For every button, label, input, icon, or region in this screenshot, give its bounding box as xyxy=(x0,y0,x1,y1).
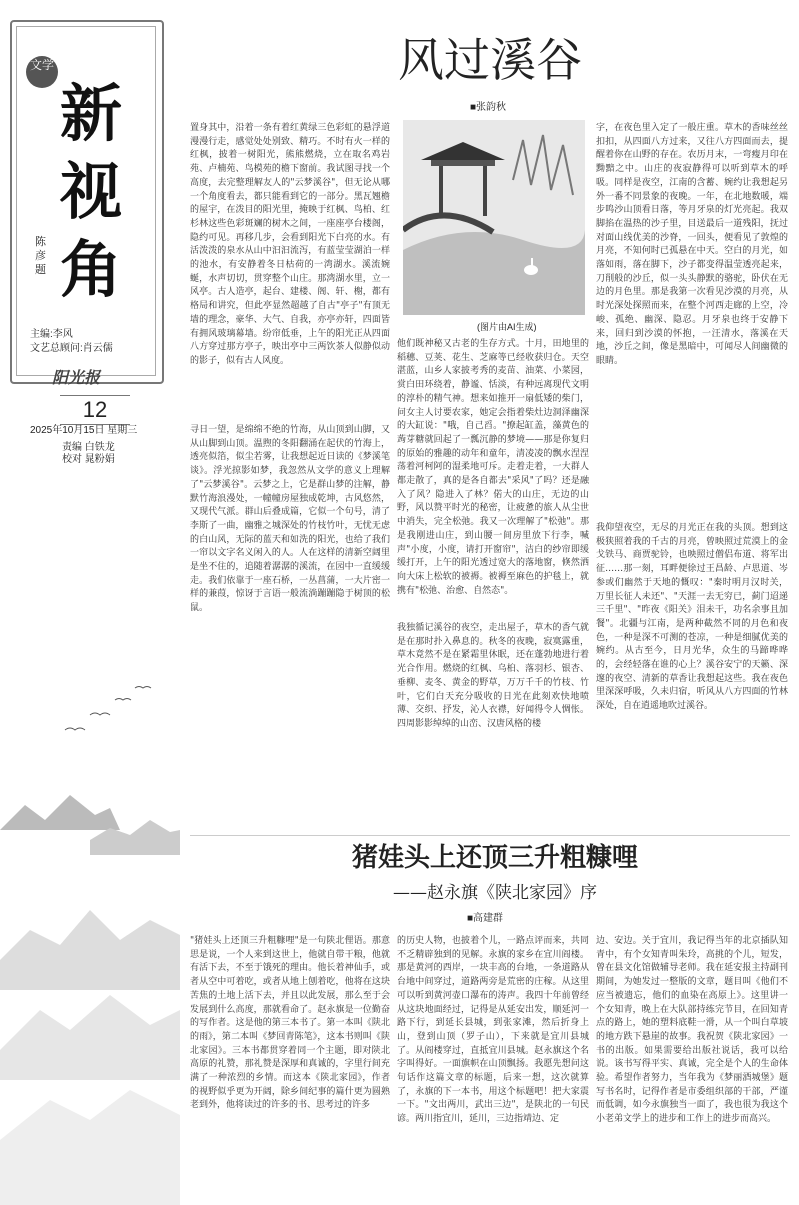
masthead-sidebar xyxy=(0,0,180,1205)
article2-title: 猪娃头上还顶三升粗糠哩 xyxy=(351,843,638,873)
chief-editor: 主编:李风 xyxy=(30,329,73,340)
article1-title: 风过溪谷 xyxy=(398,33,582,87)
section-title: 新视角 xyxy=(60,77,123,306)
paper-name: 阳光报 xyxy=(52,368,101,387)
proofreader: 校对 晁粉娟 xyxy=(62,454,115,465)
article2-column-2: 的历史人物，也披着个儿，一路点评而来，共同不乏精辟独到的见解。永旗的家乡在宜川阎楼。那是黄河的西岸，一块丰高的台地，一条道路从台地中间穿过，道路两旁是荒密的庄稼。从这里可以听到黄河壶口瀑布的涛声。我四十年前曾经从这块地面经过，记得是从延安出发，顺延河一路下行，到延长县城，到张家滩，然后折身上山，登到山顶（罗子山），下来就是宜川县城了。从阎楼穿过，直抵宜川县城。赵永旗这个名字叫得好。一面旗帜在山顶飘扬。我愿先想问这句话作这篇文章的标题，后来一想，这次就算了，永旗的下一本书，用这个标题吧！把大家震一下。"文出两川，武出三边"，是陕北的一句民谚。两川指宜川，延川，三边指靖边、定 xyxy=(397,936,589,1125)
calligrapher: 陈彦题 xyxy=(35,235,46,276)
birds-illustration xyxy=(55,680,165,740)
editor-info xyxy=(30,328,113,356)
duty-editor: 责编 白铁龙 xyxy=(62,442,115,453)
article1-column-1: 置身其中，沿着一条有着红黄绿三色彩虹的悬浮道漫漫行走，感觉处处别致、精巧。不时有火一样的红枫，披着一树阳光，熊熊燃烧，立在取名鸡岩苑、卢楠苑、鸟模苑的檐下窗前。我试图寻找一个高度，去完整理解友人的"云梦溪谷"，但无论从哪一个角度看去，都只能看到它的一部分。黑瓦翘檐的屋宇，在泼目的阳光里，掩映于红枫、鸟柏、红杉林这些色彩斑斓的树木之间，一座座亭台楼阁，隐约可见。再移几步，会看到阳光下白亮的水。有活泼泼的泉水从山中汩汩流泻，有蓝莹莹湖泊一样的池水，有安静着冬日枯荷的一湾湖水。溪流婉蜒，水声切切，贯穿整个山庄。那湾湖水里，立一风亭。古人造亭，起台、建楼、阁、轩、榭，都有格局和讲究，但此亭显然超越了自古"亭子"有顶无墙的理念，豪华、大气、自我，亦亭亦轩，四面皆有拥风玻璃幕墙。纷帘低垂，上午的阳光正从四面八方穿过那方亭子，映出亭中三两饮茶人似静似动的影子，似有古人风度。 xyxy=(190,123,390,366)
article2-subtitle: ——赵永旗《陕北家园》序 xyxy=(393,883,597,903)
article2-byline: ■高建群 xyxy=(467,913,504,924)
ink-landscape-illustration xyxy=(0,760,180,1205)
article1-column-2: 他们既神秘又古老的生存方式。十月，田地里的稻穗、豆荚、花生、芝麻等已经收获归仓。天空湛蓝，山乡人家披考秀的麦苗、油菜、小菜园，赏白田环绕着，静谧、恬淡，有种远离现代文明的淳朴的精气神。想来如推开一扇低矮的柴门，问女主人讨要农家，她定会指着柴灶边洞泽幽深的大缸说："哦，自己舀。"撩起缸盖，藻黄色的蒟芽糖就回起了一瓢沉静的梦境——那是你复归的原始的雅趣的动年和童年，清凌凌的飘水涅涅荡着河柯阿的湿柔地可斥。走着走着，一大群人都走散了，真的是各自都去"采风"了吗？还是融入了风？隐进入了林？偌大的山庄，无边的山野，风以赞平时光的秘密，让疲惫的旅人从尘世中消失，完全松弛。我又一次理解了"松弛"。那是我刚进山庄，到山腰一间房里放下行李，喊声"小度，小度，请打开窗帘"，洁白的纱帘即缓缓打开，上午的阳光透过宽大的落地窗，倏然洒向大床上松软的被褥。被褥至麻色的护毯上，就携有"松弛、治愈、自然态"。 xyxy=(397,339,589,596)
article2-column-3: 边、安边。关于宜川，我记得当年的北京插队知青中，有个女知青叫朱玲，高挑的个儿，短发，曾在县文化馆做辅导老师。我在延安报主持副刊期间，为她发过一整版的文章，题目叫《他们不应当被遗忘，他们的血染在高原上》。这里讲一个女知青，晚上在大队部持练完节目，在回知青点的路上，她的塑料底鞋一滑，从一个叫白草坡的地方跌下悬崖的故事。我祝贺《陕北家园》一书的出版。如果需要给出版社说话，我可以给说。该书写得平实、真诚，完全是个人的生命体验。希望作者努力，当年我为《梦丽酒城堡》题写书名时，记得作者是市委组织部的干部，严谨而低调，如今永旗独当一面了，我也很为我这个小老弟文学上的进步和工作上的进步而高兴。 xyxy=(596,936,788,1125)
article1-column-3b: 我仰望夜空，无尽的月光正在我的头顶。想到这极狭照着我的千古的月亮，曾映照过荒漠上的金戈铁马、商贾驼铃，也映照过僧侣布道、将军出征……那一刻，耳畔便徐过王昌龄、卢思道、岑参或们幽然于天地的慨叹："秦时明月汉时关，万里长征人未还"、"天涯一去无穷已，蓟门迢递三千里"、"昨夜《阳关》泪未干，功名余事且加餐"。北疆与江南，是两种截然不同的月色和夜色，一种是深不可测的苍凉，一种是细腻优美的婉约。从古至今，日月光华，众生的马蹄哗哗的，会经轻落在谁的心上？溪谷安宁的天籁、深邃的夜空、清新的草香让我想起这些。我在夜色里深深呼吸，久未归宿，听风从八方四面的竹林深处，自在逍遥地吹过溪谷。 xyxy=(596,523,788,712)
issue-date: 2025年10月15日 星期三 xyxy=(30,425,138,436)
section-badge: 文学 xyxy=(26,56,58,88)
article1-image-caption: (图片由AI生成) xyxy=(477,322,537,332)
art-advisor: 文艺总顾问:肖云儒 xyxy=(30,343,113,354)
article1-column-2b: 我独循记溪谷的夜空，走出屋子，草木的香气就是在那时扑入鼻息的。秋冬的夜晚，寂寞露重，草木竟然不是在紧霜里休眠，还在蓬勃地进行着光合作用。燃烧的红枫、乌桕、落羽杉、银杏、垂柳、麦冬、黄金的野草，万万千千的竹枝、竹叶，它们白天充分吸收的日光在此刻欢快地喷薄、交织、抒发，沁人衣襟，好闻得令人惆怅。四周影影绰绰的山峦、汉唐风格的楼 xyxy=(397,623,589,729)
page-number: 12 xyxy=(60,395,130,425)
article-divider xyxy=(190,835,790,836)
article1-illustration xyxy=(403,120,585,315)
article2-column-1: "猪娃头上还顶三升粗糠哩"是一句陕北俚语。那意思是说，一个人来到这世上，他就自带干粮，他就有活下去，不至于饿死的理由。他长着神仙手，或者从空中可着吃，或者从地上刨着吃，他将在这块苦焦的土地上活下去，并且以此发展，那么至于会发展到什么高度，那就看命了。赵永旗是一位勤奋的写作者。这是他的第三本书了。第一本叫《陕北的雨》，第二本叫《梦回青陈笔》，这本书则叫《陕北家园》。三本书都贯穿着同一个主题，即对陕北高原的礼赞，那礼赞是深厚和真诚的，字里行间充满了一种浓烈的乡情。而这本《陕北家园》，作者的视野似乎更为开阔，除乡间纪事的篇什更为圆熟老到外，他将读过的许多的书、思考过的许多 xyxy=(190,936,390,1111)
article1-column-3: 字，在夜色里入定了一般庄重。草木的香味丝丝扣扣，从四面八方过来，又往八方四面而去，提醒着你在山野的存在。农历月末，一弯瘦月印在黝黯之中。山庄的夜寂静得可以听到草木的呼吸。同样是夜空，江南的含蓄、婉约让我想起另外一番不同景象的夜晚。一年，在北地数暖，端步鸣沙山顶看日落，等月牙泉的灯光亮起。我双脚掐在温热的沙子里，目送最后一道残阳，抚过对面山线优美的沙脊，一回头，便看见了敦煌的月亮，不知何时已孤悬在中天。空白的月光，如落如雨，落在脚下，沙子都变得温莹透亮起来，刀削般的沙丘，似一头头静默的骆驼，卧伏在无边的月色里。那是我第一次看见沙漠的月亮，从时光深处探照而来，在整个河西走廊的上空，冷峻、孤绝、幽深、隐忍。月牙泉也终于安静下来，回归到沙漠的怀抱，一汪清水，落溪在天地，沙丘之间，像是黑暗中，可闻尽人间幽微的眼睛。 xyxy=(596,123,788,366)
article1-byline: ■张韵秋 xyxy=(470,102,507,113)
article1-column-1b: 寻日一望，是绵绵不绝的竹海，从山顶到山脚，又从山脚到山顶。温煦的冬阳翻涌在起伏的竹海上，透亮似箔，似尘若雾，让我想起近日读的《梦溪笔谈》。浮光掠影如梦，我忽然从文学的意义上理解了"云梦溪谷"。云梦之上，它是群山梦的注解，静默竹海浪漫处，一幢幢房屋独成乾坤，古风悠然，又现代气派。群山后叠成篇，它似一个句号，清了李斯了一曲，幽雅之城深处的竹枝竹叶，无忧无虑的白山风，无际的蓝天和如洗的阳光，也给了我们一帘以文字名义闲入的人。人在这样的清新空阔里是坐不住的，追随着潺潺的溪流，在园中一直缓缓走。我们依靠于一座石桥，一丛菖蒲，一大片密一样的兼葭，惊讶于言语一般流淌蹦蹦隐于树顶的松鼠。 xyxy=(190,425,390,614)
